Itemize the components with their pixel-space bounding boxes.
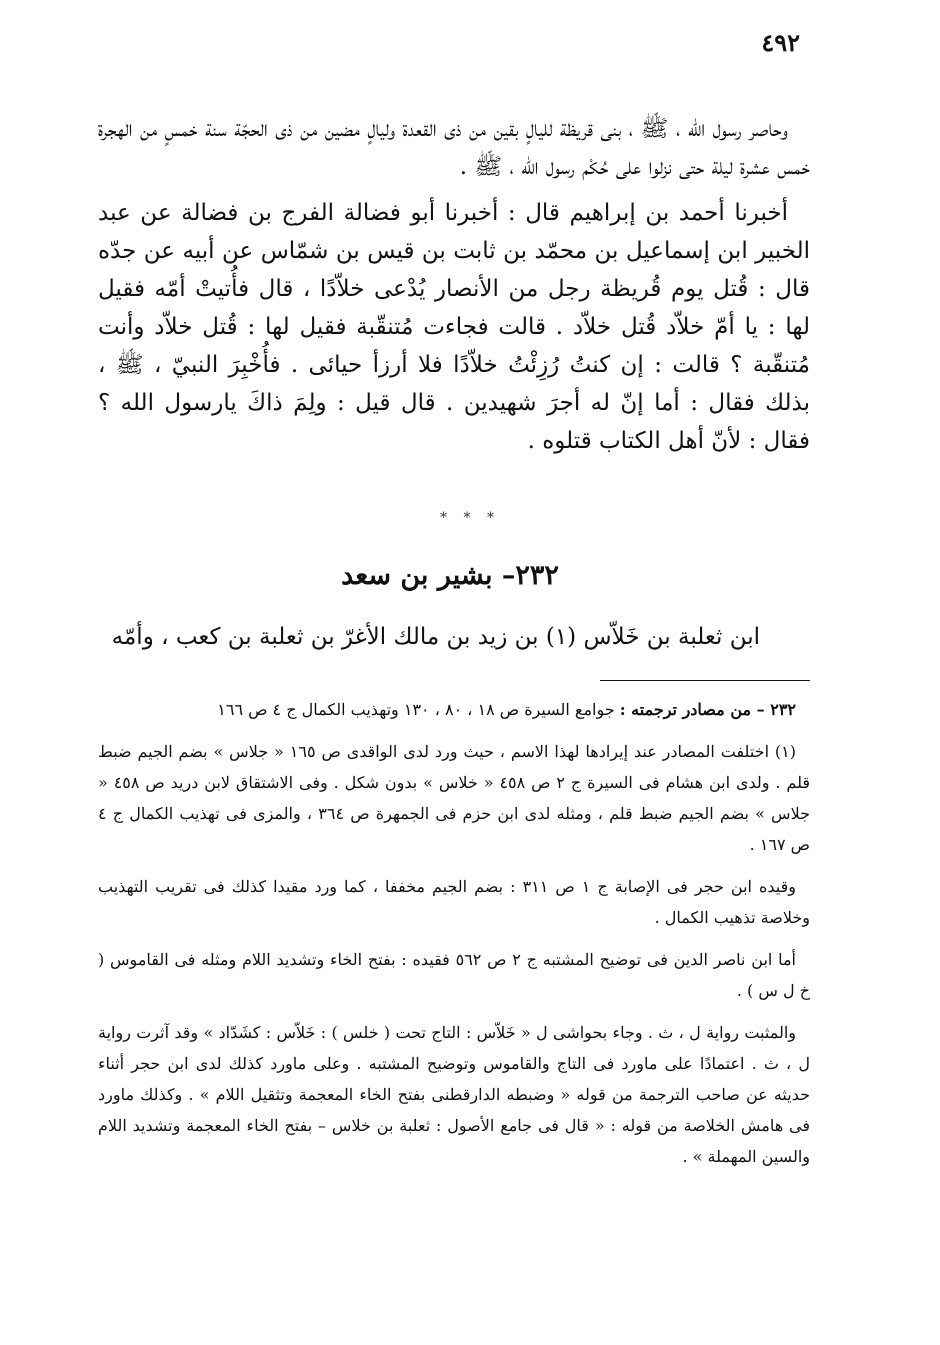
footnote-note: والمثبت رواية ل ، ث . وجاء بحواشى ل « خَلاّس : التاج تحت ( خلس ) : خَلاّس : كشَدّاد » وقد آثرت رواية ل ، ث . اعتمادًا على ماورد فى التاج والقاموس وتوضيح المشتبه . وعلى ماورد كذلك لدى ابن حجر أثناء حديثه عن صاحب الترجمة من قوله « وضبطه الدارقطنى بفتح الخاء المعجمة وتثقيل اللام » . وكذلك ماورد فى هامش الخلاصة من قوله : « قال فى جامع الأصول : ثعلبة بن خلاس – بفتح الخاء المعجمة وتشديد اللام والسين المهملة » .	[98, 1023, 811, 1166]
footnotes	[98, 694, 810, 1183]
section-title: ٢٣٢– بشير بن سعد	[341, 560, 559, 591]
footnote-divider	[600, 680, 810, 681]
footnote-note: أما ابن ناصر الدين فى توضيح المشتبه ج ٢ ص ٥٦٢ فقيده : بفتح الخاء وتشديد اللام ومثله فى القاموس ( خ ل س ) .	[98, 950, 810, 1000]
footnote-sources	[98, 694, 810, 725]
footnote-note: (١) اختلفت المصادر عند إيرادها لهذا الاسم ، حيث ورد لدى الواقدى ص ١٦٥ « جلاس » بضم الجيم ضبط قلم . ولدى ابن هشام فى السيرة ج ٢ ص ٤٥٨ « خلاس » بدون شكل . وفى الاشتقاق لابن دريد ص ٤٥٨ « جلاس » بضم الجيم ضبط قلم ، ومثله لدى ابن حزم فى الجمهرة ص ٣٦٤ ، والمزى فى تهذيب الكمال ج ٤ ص ١٦٧ .	[98, 742, 811, 854]
main-text-body	[98, 110, 810, 468]
footnote-sources-label: ٢٣٢ – من مصادر ترجمته :	[619, 700, 796, 719]
section-first-line: ابن ثعلبة بن خَلاّس (١) بن زيد بن مالك الأغرّ بن ثعلبة بن كعب ، وأمّه	[111, 624, 760, 650]
paragraph-khallad-narration: أخبرنا أحمد بن إبراهيم قال : أخبرنا أبو فضالة الفرج بن فضالة عن عبد الخبير ابن إسماعيل بن محمّد بن ثابت بن قيس بن شمّاس عن أبيه عن جدّه قال : قُتل يوم قُريظة رجل من الأنصار يُدْعى خلاّدًا ، قال فأُتيتْ أمّه فقيل لها : يا أمّ خلاّد قُتل خلاّد . قالت فجاءت مُتنقّبة فقيل لها : قُتل خلاّد وأنت مُتنقّبة ؟ قالت : إن كنتُ رُزِئْتُ خلاّدًا فلا أرزأ حيائى . فأُخْبِرَ النبيّ ، ﷺ ، بذلك فقال : أما إنّ له أجرَ شهيدين . قال قيل : ولِمَ ذاكَ يارسول الله ؟ فقال : لأنّ أهل الكتاب قتلوه .	[98, 200, 810, 454]
footnote-note: وقيده ابن حجر فى الإصابة ج ١ ص ٣١١ : بضم الجيم مخففا ، كما ورد مقيدا كذلك فى تقريب التهذيب وخلاصة تذهيب الكمال .	[98, 877, 810, 927]
paragraph-siege: وحاصر رسول الله ، ﷺ ، بنى قريظة لليالٍ بقين من ذى القعدة وليالٍ مضين من ذى الحجّة سنة خمسٍ من الهجرة خمس عشرة ليلة حتى نزلوا على حُكْم رسول الله ، ﷺ .	[98, 116, 810, 180]
footnote-sources-text: جوامع السيرة ص ١٨ ، ٨٠ ، ١٣٠ وتهذيب الكمال ج ٤ ص ١٦٦	[217, 700, 615, 719]
section-separator: * * *	[440, 510, 500, 526]
page-number: ٤٩٢	[761, 28, 800, 57]
